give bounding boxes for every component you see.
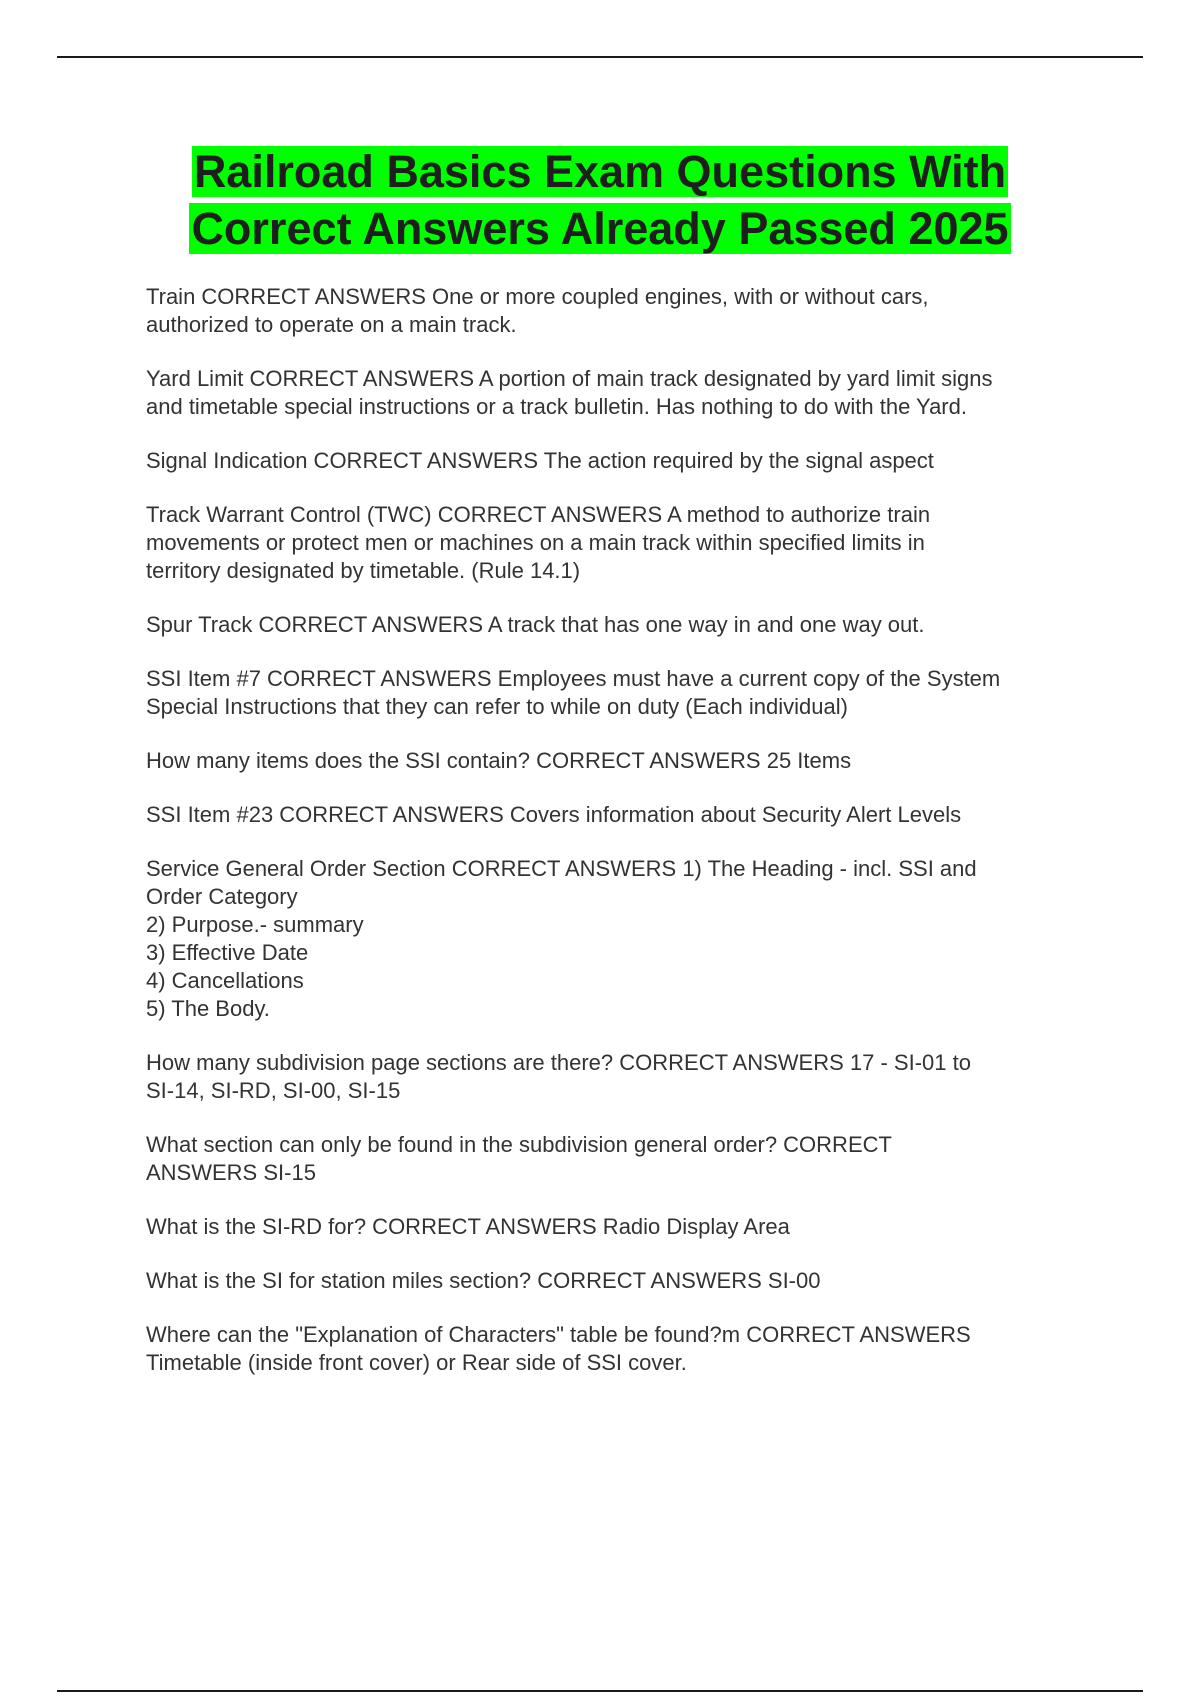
title-line-1: Railroad Basics Exam Questions With: [193, 146, 1007, 197]
qa-item: SSI Item #23 CORRECT ANSWERS Covers information about Security Alert Levels: [146, 802, 962, 827]
qa-item: Track Warrant Control (TWC) CORRECT ANSWERS A method to authorize train movements or protect men or machines on a main track within specified limits in territory designated by timetable. (Rule 14.1): [146, 502, 931, 583]
document-title: [189, 143, 1010, 257]
qa-list: [146, 283, 1096, 1403]
qa-item: What is the SI for station miles section? CORRECT ANSWERS SI-00: [146, 1268, 821, 1293]
qa-item: How many subdivision page sections are there? CORRECT ANSWERS 17 - SI-01 to SI-14, SI-RD, SI-00, SI-15: [146, 1050, 971, 1103]
qa-item: Spur Track CORRECT ANSWERS A track that has one way in and one way out.: [146, 612, 925, 637]
qa-item: Yard Limit CORRECT ANSWERS A portion of main track designated by yard limit signs and timetable special instructions or a track bulletin. Has nothing to do with the Yard.: [146, 366, 993, 419]
title-line-2: Correct Answers Already Passed 2025: [191, 203, 1009, 254]
top-rule: [57, 56, 1143, 58]
qa-item: Train CORRECT ANSWERS One or more coupled engines, with or without cars, authorized to operate on a main track.: [146, 284, 929, 337]
qa-item: SSI Item #7 CORRECT ANSWERS Employees must have a current copy of the System Special Instructions that they can refer to while on duty (Each individual): [146, 666, 1001, 719]
qa-item: Signal Indication CORRECT ANSWERS The action required by the signal aspect: [146, 448, 934, 473]
qa-item: How many items does the SSI contain? CORRECT ANSWERS 25 Items: [146, 748, 852, 773]
qa-item: Where can the "Explanation of Characters" table be found?m CORRECT ANSWERS Timetable (inside front cover) or Rear side of SSI cover.: [146, 1322, 971, 1375]
qa-item: What section can only be found in the subdivision general order? CORRECT ANSWERS SI-15: [146, 1132, 892, 1185]
qa-item: What is the SI-RD for? CORRECT ANSWERS Radio Display Area: [146, 1214, 790, 1239]
qa-item: Service General Order Section CORRECT ANSWERS 1) The Heading - incl. SSI and Order Category 2) Purpose.- summary 3) Effective Date 4) Cancellations 5) The Body.: [146, 856, 977, 1021]
title-block: [0, 143, 1200, 257]
bottom-rule: [57, 1690, 1143, 1692]
